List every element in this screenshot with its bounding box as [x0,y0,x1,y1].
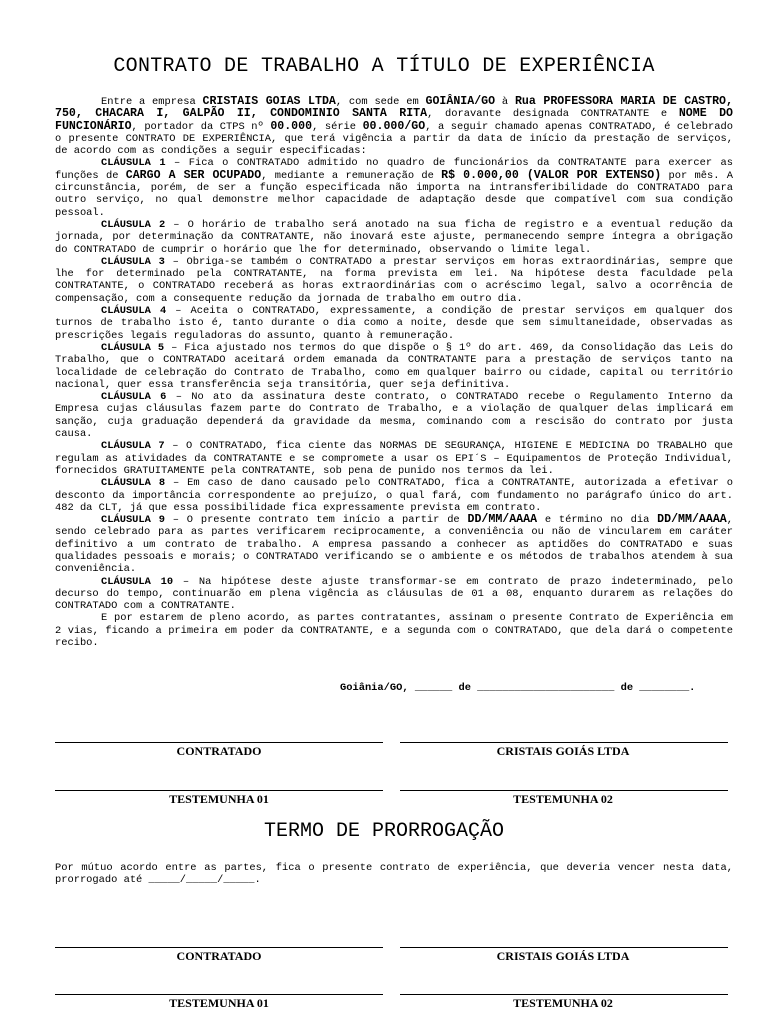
intro-text: Entre a empresa [101,96,203,108]
document-title: CONTRATO DE TRABALHO A TÍTULO DE EXPERIÊNCIA [113,55,655,78]
signature-line [55,947,383,948]
clause-text: – Em caso de dano causado pelo CONTRATADO, fica a CONTRATANTE, autorizada a efetivar o desconto da importância correspondente ao prejuízo, o qual fará, com fundamento no parágrafo único do art. 482 da CLT, já que essa possibilidade fica expressamente prevista em contrato. [55,477,734,514]
signature-line [400,947,728,948]
ctps-series: 00.000/GO [362,119,426,133]
company-city: GOIÂNIA/GO [425,95,496,108]
closing-paragraph: E por estarem de pleno acordo, as partes contratantes, assinam o presente Contrato de Experiência em 2 vias, ficando a primeira em poder da CONTRATANTE, e a segunda com o CONTRATADO, que dela dará o competente recibo. [55,612,733,650]
clause-text: e término no dia [537,514,658,527]
extension-witness-2: TESTEMUNHA 02 [513,996,613,1010]
clause-label: CLÁUSULA 5 [101,341,165,354]
ctps-number: 00.000 [270,119,313,133]
witness-line [400,994,728,995]
clause-text: – O horário de trabalho será anotado na sua ficha de registro e a eventual redução da jornada, por determinação da CONTRATANTE, não inovará este ajuste, permanecendo sempre íntegra a obrigação do CONTRATADO de cumprir o horário que lhe for determinado, observando o limite legal. [55,218,733,256]
employee-name: NOME DO FUNCIONÁRIO [55,107,733,133]
clause-text: – Obriga-se também o CONTRATADO a prestar serviços em horas extraordinárias, sempre que lhe for determinado pela CONTRATANTE, na forma prevista em lei. Na hipótese desta faculdade pela CONTRATANTE, o CONTRATADO receberá as horas extraordinárias com o acréscimo legal, salvo a ocorrência de compensação, com a consequente redução da jornada de trabalho em outro dia. [55,255,734,305]
signature-line [55,742,383,743]
extension-signature-contratado: CONTRATADO [176,949,262,963]
clause-7 [55,440,733,477]
signature-label-contratado: CONTRATADO [176,744,262,758]
clause-10 [55,576,733,613]
clause-text: – O presente contrato tem início a partir de [164,514,468,527]
clause-text: – Fica o CONTRATADO admitido no quadro de funcionários da CONTRATANTE para exercer as funções de [55,157,734,182]
intro-text: , com sede em [335,96,426,108]
clause-text: – Aceita o CONTRATADO, expressamente, a condição de prestar serviços em qualquer dos turnos de trabalho isto é, tanto durante o dia como a noite, desde que sem simultaneidade, observadas as prescrições legais reguladoras do assunto, quanto à remuneração. [55,305,733,342]
start-date: DD/MM/AAAA [467,513,538,527]
clause-text: – No ato da assinatura deste contrato, o CONTRATADO recebe o Regulamento Interno da Empresa cujas cláusulas fazem parte do Contrato de Trabalho, e a violação de qualquer delas implicará em sanção, cuja graduação dependerá da gravidade da mesma, cominando com a rescisão do contrato por justa causa. [55,391,733,441]
intro-text: , portador da CTPS nº [131,120,271,133]
clause-label: CLÁUSULA 3 [101,255,165,268]
intro-text: , a seguir chamado apenas CONTRATADO, é celebrado o presente CONTRATO DE EXPERIÊNCIA, que terá vigência a partir da data de início da prestação de serviços, de acordo com as condições a seguir especificadas: [55,120,733,158]
intro-paragraph [55,96,733,157]
signature-label-empresa: CRISTAIS GOIÁS LTDA [496,744,630,758]
clause-label: CLÁUSULA 8 [101,477,166,490]
clause-3 [55,256,733,305]
clause-5 [55,342,733,391]
clause-text: , sendo celebrado para as partes verificarem reciprocamente, a conveniência ou não de vincularem em caráter definitivo a um contrato de trabalho. A empresa passando a conhecer as aptidões do CONTRATADO e suas qualidades pessoais e morais; o CONTRATADO verificando se o ambiente e os métodos de trabalhos atendem à sua conveniência. [55,514,733,576]
clause-4 [55,305,733,342]
witness-line [400,790,728,791]
extension-title: TERMO DE PRORROGAÇÃO [263,820,505,843]
job-title: CARGO A SER OCUPADO [125,168,262,182]
end-date: DD/MM/AAAA [657,513,727,527]
clause-label: CLÁUSULA 9 [101,514,165,527]
extension-witness-1: TESTEMUNHA 01 [169,996,269,1010]
clause-text: – Fica ajustado nos termos do que dispõe o § 1º do art. 469, da Consolidação das Leis do Trabalho, que o CONTRATADO aceitará ordem emanada da CONTRATANTE para a prestação de serviços tanto na localidade de celebração do Contrato de Trabalho, como em qualquer bairro ou cidade, capital ou território nacional, quer essa transferência seja transitória, quer seja definitiva. [55,341,733,391]
clause-label: CLÁUSULA 7 [101,440,165,453]
clause-6 [55,391,733,440]
clause-label: CLÁUSULA 10 [101,575,174,588]
clause-2 [55,219,733,256]
clause-1 [55,157,733,218]
intro-text: , doravante designada CONTRATANTE e [427,108,679,121]
extension-text: Por mútuo acordo entre as partes, fica o presente contrato de experiência, que deveria vencer nesta data, prorrogado até _____/_____/_____. [55,862,733,887]
clause-label: CLÁUSULA 4 [101,305,167,318]
clause-label: CLÁUSULA 1 [101,157,166,170]
clause-text: – Na hipótese deste ajuste transformar-se em contrato de prazo indeterminado, pelo decurso do tempo, continuarão em plena vigência as cláusulas de 01 a 08, enquanto durarem as relações do CONTRATADO com a CONTRATANTE. [55,575,733,613]
contract-body [55,96,733,649]
clause-text: , mediante a remuneração de [261,169,442,182]
witness-line [55,790,383,791]
intro-text: à [495,96,515,108]
signature-line [400,742,728,743]
clause-label: CLÁUSULA 2 [101,218,166,231]
witness-label-1: TESTEMUNHA 01 [169,792,269,806]
place-date-line: Goiânia/GO, ______ de ______________________ de ________. [340,682,696,694]
clause-9 [55,514,733,575]
salary-value: R$ 0.000,00 (VALOR POR EXTENSO) [441,168,662,182]
witness-line [55,994,383,995]
clause-text: por mês. A circunstância, porém, de ser a função especificada não importa na intransferibilidade do CONTRATADO para outro serviço, no qual demonstre melhor capacidade de adaptação desde que compatível com sua condição pessoal. [55,169,733,219]
extension-signature-empresa: CRISTAIS GOIÁS LTDA [496,949,630,963]
company-address: Rua PROFESSORA MARIA DE CASTRO, 750, CHACARA I, GALPÃO II, CONDOMINIO SANTA RITA [55,95,733,121]
witness-label-2: TESTEMUNHA 02 [513,792,613,806]
clause-label: CLÁUSULA 6 [101,391,167,404]
clause-text: – O CONTRATADO, fica ciente das NORMAS DE SEGURANÇA, HIGIENE E MEDICINA DO TRABALHO que regulam as atividades da CONTRATANTE e se compromete a usar os EPI´S – Equipamentos de Proteção Individual, fornecidos GRATUITAMENTE pela CONTRATANTE, sob pena de punido nos termos da lei. [55,440,734,477]
clause-8 [55,477,733,514]
intro-text: , série [312,120,363,133]
company-name: CRISTAIS GOIAS LTDA [202,95,336,108]
